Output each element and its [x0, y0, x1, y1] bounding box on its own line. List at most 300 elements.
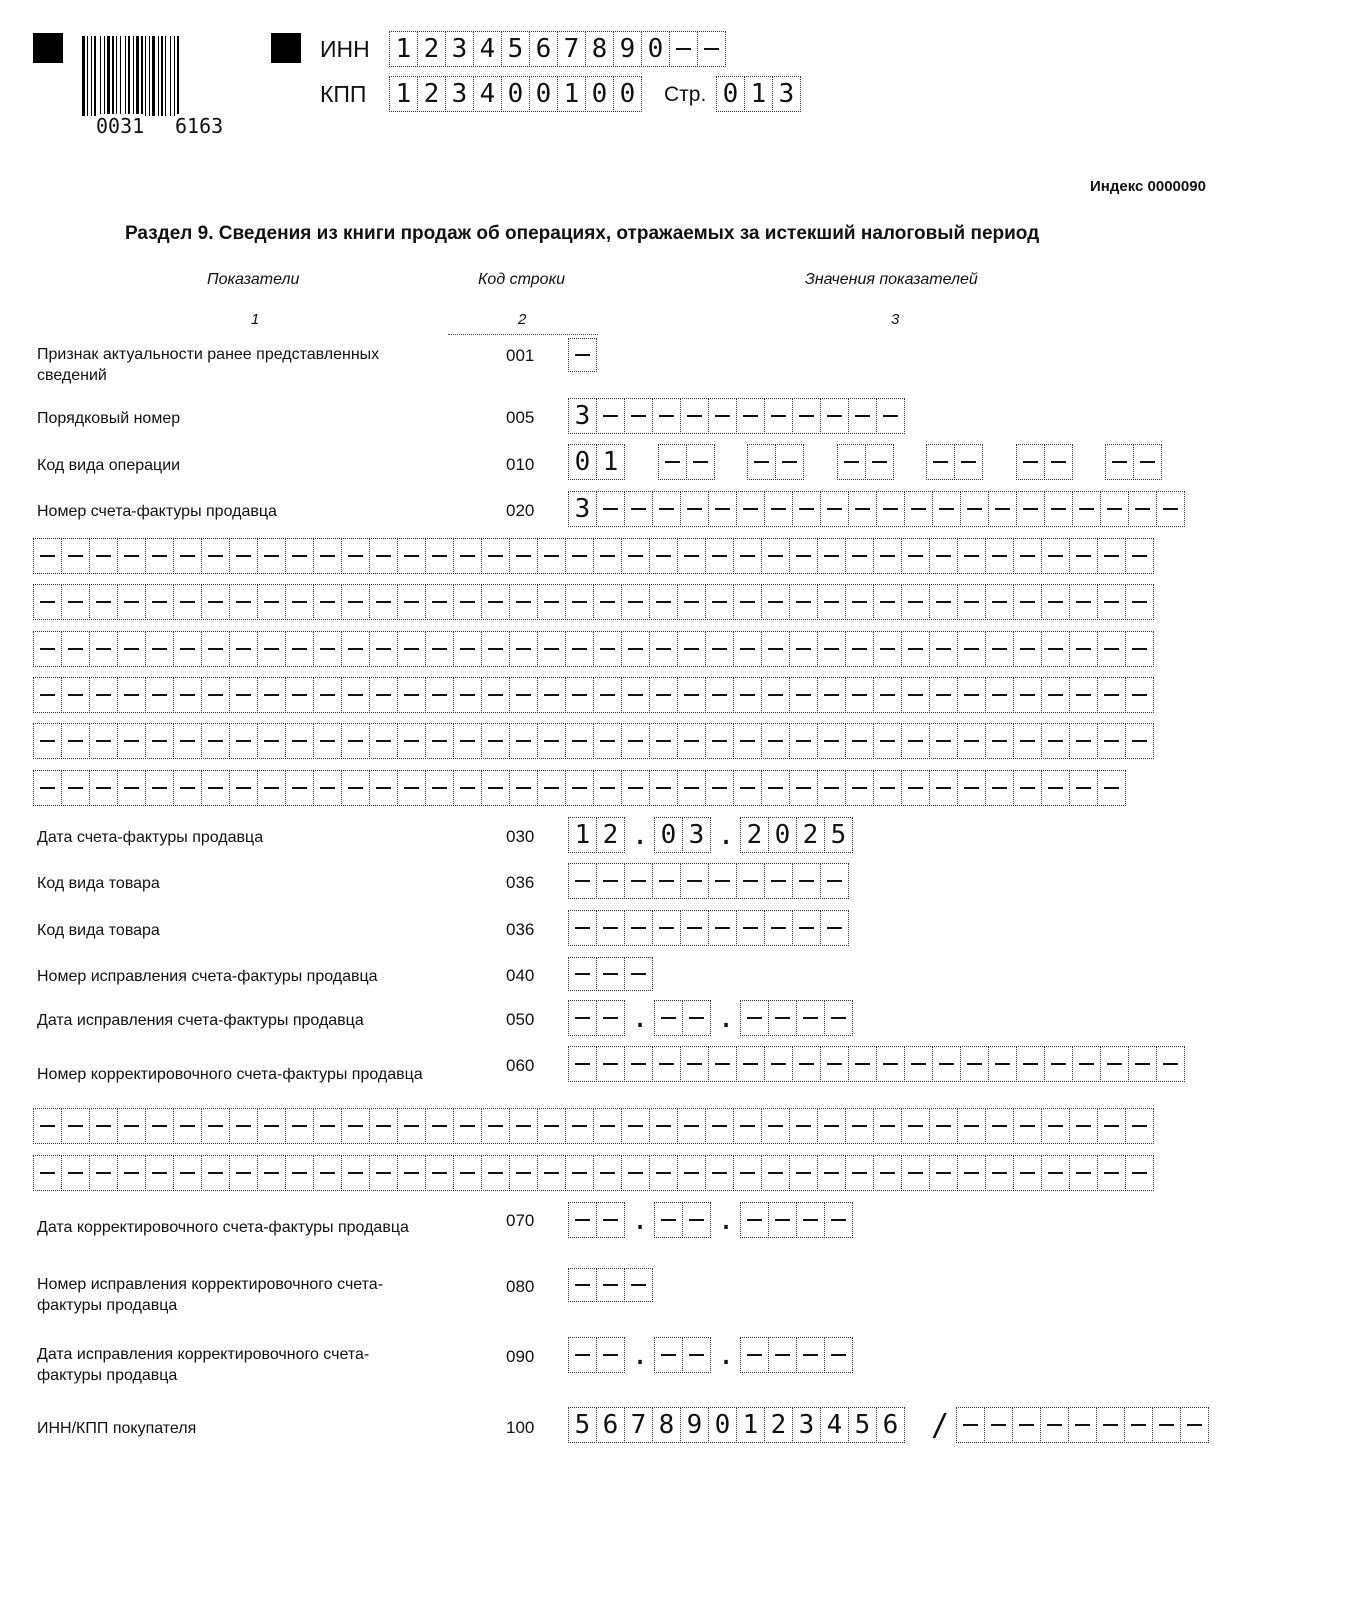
char-cell [624, 1268, 653, 1302]
char-cell [1125, 538, 1154, 574]
operation-code-group[interactable] [658, 444, 715, 480]
char-cell: 6 [596, 1407, 625, 1443]
operation-code-group[interactable] [1105, 444, 1162, 480]
char-cell [453, 1108, 482, 1144]
char-cell [1013, 677, 1042, 713]
char-cell [145, 1108, 174, 1144]
char-cell [901, 1108, 930, 1144]
char-cell [1128, 1046, 1157, 1082]
char-cell [1097, 1108, 1126, 1144]
char-cell: 1 [596, 444, 625, 480]
char-cell: 8 [652, 1407, 681, 1443]
char-cell [565, 538, 594, 574]
char-cell [792, 910, 821, 946]
char-cell [705, 631, 734, 667]
char-cell [89, 1108, 118, 1144]
char-cell [817, 538, 846, 574]
column-header-indicators: Показатели [207, 271, 300, 288]
char-cell [593, 1155, 622, 1191]
char-cell [621, 584, 650, 620]
field-label-036-2: Код вида товара [37, 922, 160, 939]
buyer-inn-cells[interactable] [568, 1407, 905, 1443]
char-cell [761, 770, 790, 806]
char-cell [708, 910, 737, 946]
char-cell: 5 [501, 31, 530, 67]
char-cell [985, 677, 1014, 713]
char-cell [596, 1268, 625, 1302]
char-cell [873, 723, 902, 759]
char-cell [33, 770, 62, 806]
char-cell [817, 631, 846, 667]
column-header-code: Код строки [478, 271, 566, 288]
char-cell [568, 863, 597, 899]
char-cell: 4 [820, 1407, 849, 1443]
char-cell [453, 584, 482, 620]
field-code-005: 005 [506, 408, 535, 427]
field-code-001: 001 [506, 346, 535, 365]
date-separator: . [717, 818, 735, 851]
char-cell [658, 444, 687, 480]
char-cell: 5 [824, 817, 853, 853]
char-cell [1125, 723, 1154, 759]
char-cell [565, 770, 594, 806]
char-cell: 5 [568, 1407, 597, 1443]
char-cell [33, 677, 62, 713]
char-cell [1125, 1155, 1154, 1191]
barcode-bar [112, 36, 114, 116]
char-cell: 3 [568, 491, 597, 527]
char-cell [568, 957, 597, 991]
date-separator: . [631, 1001, 649, 1034]
char-cell [1105, 444, 1134, 480]
field-cells-080[interactable] [568, 1268, 653, 1302]
field-label-030: Дата счета-фактуры продавца [37, 829, 264, 846]
char-cell: 0 [613, 76, 642, 112]
field-code-100: 100 [506, 1418, 535, 1437]
char-cell: 0 [716, 76, 745, 112]
char-cell [736, 863, 765, 899]
date-separator: . [717, 1203, 735, 1236]
char-cell [733, 677, 762, 713]
char-cell [686, 444, 715, 480]
char-cell [1041, 770, 1070, 806]
column-number-2: 2 [518, 311, 527, 328]
char-cell [369, 1108, 398, 1144]
field-cells-020-line-4[interactable] [33, 631, 1154, 667]
char-cell [565, 631, 594, 667]
char-cell [1069, 1108, 1098, 1144]
char-cell [845, 631, 874, 667]
inn-cells[interactable] [389, 31, 726, 67]
page-number-cells[interactable] [716, 76, 801, 112]
field-label-020: Номер счета-фактуры продавца [37, 503, 277, 520]
barcode-bar [145, 36, 146, 116]
field-code-020: 020 [506, 501, 535, 520]
char-cell [537, 1108, 566, 1144]
char-cell [652, 863, 681, 899]
field-cells-090[interactable] [568, 1337, 853, 1373]
char-cell [733, 1155, 762, 1191]
char-cell [1072, 1046, 1101, 1082]
char-cell [1180, 1407, 1209, 1443]
char-cell [33, 1108, 62, 1144]
char-cell [796, 1337, 825, 1373]
char-cell [957, 1108, 986, 1144]
char-cell [117, 538, 146, 574]
char-cell [824, 1202, 853, 1238]
char-cell [789, 1108, 818, 1144]
char-cell [652, 491, 681, 527]
char-cell [764, 1046, 793, 1082]
char-cell [649, 770, 678, 806]
field-cells-020-line-1[interactable] [568, 491, 1185, 527]
char-cell [705, 584, 734, 620]
corner-marker-left [33, 33, 63, 63]
char-cell [341, 584, 370, 620]
char-cell [1097, 631, 1126, 667]
date-separator: . [631, 818, 649, 851]
char-cell [1041, 1108, 1070, 1144]
char-cell [1069, 770, 1098, 806]
char-cell [929, 677, 958, 713]
char-cell [313, 677, 342, 713]
char-cell [1133, 444, 1162, 480]
char-cell [649, 1108, 678, 1144]
char-cell [596, 1337, 625, 1373]
char-cell [985, 631, 1014, 667]
char-cell [768, 1000, 797, 1036]
char-cell [680, 863, 709, 899]
char-cell [1012, 1407, 1041, 1443]
char-cell [873, 677, 902, 713]
field-cells-020-line-6[interactable] [33, 723, 1154, 759]
char-cell [985, 770, 1014, 806]
char-cell [901, 770, 930, 806]
char-cell [257, 1108, 286, 1144]
operation-code-group[interactable] [747, 444, 804, 480]
date-separator: . [717, 1001, 735, 1034]
operation-code-group[interactable] [1016, 444, 1073, 480]
char-cell [257, 584, 286, 620]
char-cell [89, 584, 118, 620]
column-number-1: 1 [251, 311, 260, 328]
char-cell: 0 [585, 76, 614, 112]
char-cell [876, 491, 905, 527]
field-cells-036-2[interactable] [568, 910, 849, 946]
char-cell [669, 31, 698, 67]
char-cell [956, 1407, 985, 1443]
char-cell [747, 444, 776, 480]
char-cell [789, 677, 818, 713]
barcode-bar [107, 36, 110, 116]
char-cell [229, 1155, 258, 1191]
char-cell [733, 631, 762, 667]
char-cell [565, 677, 594, 713]
char-cell [740, 1202, 769, 1238]
char-cell [705, 677, 734, 713]
char-cell [865, 444, 894, 480]
char-cell [568, 1337, 597, 1373]
char-cell [229, 677, 258, 713]
char-cell [957, 1155, 986, 1191]
field-cells-020-line-7[interactable] [33, 770, 1126, 806]
char-cell [845, 677, 874, 713]
char-cell [453, 538, 482, 574]
char-cell [680, 1046, 709, 1082]
char-cell [285, 770, 314, 806]
field-cells-036-1[interactable] [568, 863, 849, 899]
field-code-036-1: 036 [506, 873, 535, 892]
char-cell [537, 584, 566, 620]
page-label: Стр. [664, 83, 707, 106]
char-cell [369, 723, 398, 759]
char-cell [984, 1407, 1013, 1443]
char-cell [1041, 538, 1070, 574]
char-cell [173, 723, 202, 759]
char-cell [1069, 1155, 1098, 1191]
field-cells-050[interactable] [568, 1000, 853, 1036]
char-cell [397, 584, 426, 620]
char-cell [89, 538, 118, 574]
char-cell [845, 538, 874, 574]
char-cell: 2 [764, 1407, 793, 1443]
field-cells-060-line-3[interactable] [33, 1155, 1154, 1191]
char-cell [397, 538, 426, 574]
form-index: Индекс 0000090 [1090, 178, 1206, 195]
char-cell [1068, 1407, 1097, 1443]
char-cell [768, 1202, 797, 1238]
char-cell [313, 770, 342, 806]
char-cell [680, 910, 709, 946]
char-cell [89, 723, 118, 759]
char-cell [313, 723, 342, 759]
char-cell [341, 1155, 370, 1191]
char-cell [848, 398, 877, 434]
char-cell [764, 491, 793, 527]
field-cells-030[interactable] [568, 817, 853, 853]
field-cells-040[interactable] [568, 957, 653, 991]
char-cell: 2 [417, 31, 446, 67]
char-cell [873, 538, 902, 574]
char-cell [1100, 491, 1129, 527]
column-header-values: Значения показателей [805, 271, 978, 288]
kpp-label: КПП [320, 81, 367, 107]
char-cell [453, 1155, 482, 1191]
barcode-bar [158, 36, 159, 116]
char-cell [173, 1108, 202, 1144]
char-cell [789, 770, 818, 806]
char-cell [257, 631, 286, 667]
field-cells-005[interactable] [568, 398, 905, 434]
kpp-cells[interactable] [389, 76, 642, 112]
char-cell [341, 538, 370, 574]
char-cell: 7 [624, 1407, 653, 1443]
char-cell: 1 [389, 31, 418, 67]
char-cell [596, 398, 625, 434]
char-cell [509, 1155, 538, 1191]
char-cell [960, 1046, 989, 1082]
char-cell [596, 1000, 625, 1036]
barcode-bar [161, 36, 163, 116]
char-cell [509, 770, 538, 806]
char-cell [764, 910, 793, 946]
char-cell [1097, 538, 1126, 574]
char-cell [1156, 491, 1185, 527]
operation-code-group[interactable] [568, 444, 625, 480]
char-cell [796, 1202, 825, 1238]
char-cell [929, 1155, 958, 1191]
buyer-kpp-cells[interactable] [956, 1407, 1209, 1443]
char-cell [397, 723, 426, 759]
char-cell [481, 584, 510, 620]
char-cell [33, 631, 62, 667]
char-cell [229, 1108, 258, 1144]
char-cell [904, 1046, 933, 1082]
char-cell [369, 770, 398, 806]
char-cell [789, 1155, 818, 1191]
header-divider [448, 334, 598, 335]
char-cell [229, 631, 258, 667]
char-cell [705, 770, 734, 806]
char-cell [901, 584, 930, 620]
char-cell [876, 398, 905, 434]
field-cells-001[interactable] [568, 338, 597, 372]
char-cell [33, 723, 62, 759]
char-cell [957, 677, 986, 713]
char-cell [285, 1155, 314, 1191]
char-cell [1097, 1155, 1126, 1191]
char-cell [677, 770, 706, 806]
char-cell [1013, 723, 1042, 759]
char-cell [568, 1046, 597, 1082]
char-cell [1072, 491, 1101, 527]
char-cell [313, 1108, 342, 1144]
char-cell [61, 1155, 90, 1191]
char-cell [733, 538, 762, 574]
char-cell [824, 1337, 853, 1373]
char-cell [649, 723, 678, 759]
char-cell [537, 538, 566, 574]
operation-code-group[interactable] [837, 444, 894, 480]
barcode-bar [152, 36, 155, 116]
field-cells-060-line-2[interactable] [33, 1108, 1154, 1144]
char-cell: 6 [529, 31, 558, 67]
char-cell: 1 [744, 76, 773, 112]
char-cell [173, 1155, 202, 1191]
char-cell [1041, 1155, 1070, 1191]
char-cell [89, 631, 118, 667]
char-cell [509, 631, 538, 667]
field-code-060: 060 [506, 1056, 535, 1075]
char-cell [764, 398, 793, 434]
char-cell [845, 584, 874, 620]
field-cells-070[interactable] [568, 1202, 853, 1238]
char-cell [33, 1155, 62, 1191]
char-cell [792, 1046, 821, 1082]
char-cell [201, 538, 230, 574]
char-cell [201, 1155, 230, 1191]
char-cell [1069, 584, 1098, 620]
char-cell [285, 538, 314, 574]
char-cell [649, 1155, 678, 1191]
char-cell [369, 538, 398, 574]
char-cell [764, 863, 793, 899]
char-cell [733, 584, 762, 620]
char-cell [117, 1155, 146, 1191]
char-cell [708, 398, 737, 434]
char-cell: 0 [654, 817, 683, 853]
char-cell: 3 [792, 1407, 821, 1443]
char-cell [596, 1046, 625, 1082]
field-cells-020-line-3[interactable] [33, 584, 1154, 620]
char-cell [201, 1108, 230, 1144]
barcode-bar [91, 36, 92, 116]
char-cell [1100, 1046, 1129, 1082]
char-cell [824, 1000, 853, 1036]
char-cell [1128, 491, 1157, 527]
char-cell [257, 723, 286, 759]
char-cell [341, 723, 370, 759]
field-cells-060-line-1[interactable] [568, 1046, 1185, 1082]
char-cell [257, 677, 286, 713]
char-cell [565, 584, 594, 620]
char-cell [901, 631, 930, 667]
operation-code-group[interactable] [926, 444, 983, 480]
char-cell [761, 538, 790, 574]
char-cell: 1 [736, 1407, 765, 1443]
char-cell [733, 770, 762, 806]
char-cell [705, 538, 734, 574]
char-cell [425, 723, 454, 759]
char-cell [568, 1268, 597, 1302]
char-cell [988, 491, 1017, 527]
char-cell [652, 910, 681, 946]
char-cell [677, 677, 706, 713]
field-cells-020-line-5[interactable] [33, 677, 1154, 713]
field-cells-020-line-2[interactable] [33, 538, 1154, 574]
char-cell [425, 538, 454, 574]
char-cell [453, 723, 482, 759]
char-cell [654, 1000, 683, 1036]
char-cell [1013, 631, 1042, 667]
char-cell [509, 538, 538, 574]
char-cell [313, 538, 342, 574]
char-cell [740, 1337, 769, 1373]
char-cell: 0 [708, 1407, 737, 1443]
char-cell [369, 584, 398, 620]
char-cell: 3 [772, 76, 801, 112]
char-cell [624, 1046, 653, 1082]
char-cell [565, 723, 594, 759]
char-cell [425, 631, 454, 667]
char-cell [1041, 723, 1070, 759]
char-cell [509, 584, 538, 620]
char-cell [145, 677, 174, 713]
date-separator: . [717, 1338, 735, 1371]
char-cell [988, 1046, 1017, 1082]
date-separator: . [631, 1203, 649, 1236]
char-cell [926, 444, 955, 480]
barcode-bar [177, 36, 179, 116]
char-cell [397, 1155, 426, 1191]
field-code-090: 090 [506, 1347, 535, 1366]
char-cell [929, 1108, 958, 1144]
char-cell [145, 770, 174, 806]
char-cell [117, 770, 146, 806]
char-cell [932, 1046, 961, 1082]
char-cell [733, 723, 762, 759]
char-cell [957, 538, 986, 574]
